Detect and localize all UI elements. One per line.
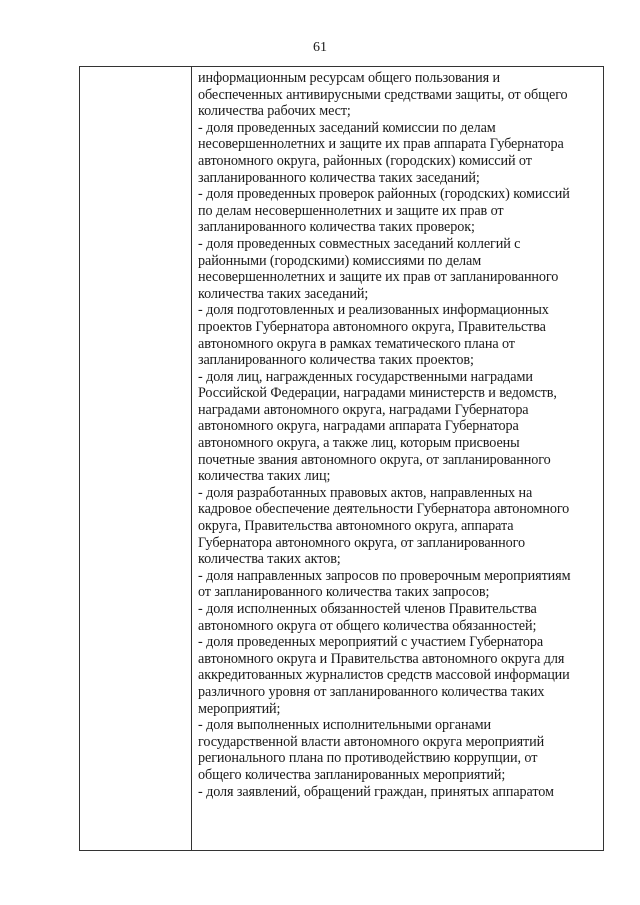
text-line: регионального плана по противодействию коррупции, от [198, 750, 538, 767]
text-line: - доля исполненных обязанностей членов Правительства [198, 601, 537, 617]
text-line: несовершеннолетних и защите их прав от запланированного [198, 269, 559, 286]
document-table [79, 66, 604, 851]
text-line: почетные звания автономного округа, от запланированного [198, 451, 551, 468]
table-row [80, 67, 604, 851]
text-line: Российской Федерации, наградами министерств и ведомств, [198, 385, 557, 402]
text-line: автономного округа, наградами аппарата Губернатора [198, 418, 519, 435]
text-line: несовершеннолетних и защите их прав аппарата Губернатора [198, 136, 564, 153]
table-cell-right [192, 67, 604, 851]
text-line: автономного округа, районных (городских) комиссий от [198, 152, 532, 169]
text-line: - доля выполненных исполнительными органами [198, 717, 492, 734]
text-line: автономного округа от общего количества обязанностей; [198, 617, 537, 634]
text-line: - доля подготовленных и реализованных информационных [198, 302, 549, 319]
text-line: - доля разработанных правовых актов, направленных на [198, 484, 533, 501]
indicator-list-text [192, 67, 603, 800]
text-line: округа, Правительства автономного округа, аппарата [198, 518, 514, 535]
table-cell-left [80, 67, 192, 851]
text-line: информационным ресурсам общего пользования и [198, 70, 500, 86]
text-line: - доля лиц, награжденных государственными наградами [198, 368, 533, 385]
text-line: - доля проведенных заседаний комиссии по делам [198, 119, 496, 136]
text-line: количества рабочих мест; [198, 103, 351, 120]
text-line: - доля проведенных мероприятий с участием Губернатора [198, 634, 544, 651]
text-line: автономного округа в рамках тематического плана от [198, 335, 515, 352]
text-line: наградами автономного округа, наградами Губернатора [198, 401, 529, 418]
text-line: - доля заявлений, обращений граждан, принятых аппаратом [198, 783, 554, 800]
text-line: районными (городскими) комиссиями по делам [198, 252, 482, 269]
text-line: аккредитованных журналистов средств массовой информации [198, 667, 570, 684]
text-line: количества таких актов; [198, 551, 341, 568]
page-number: 61 [313, 40, 327, 55]
text-line: различного уровня от запланированного количества таких [198, 683, 545, 700]
text-line: мероприятий; [198, 700, 281, 717]
text-line: запланированного количества таких заседаний; [198, 169, 480, 186]
text-line: автономного округа, а также лиц, которым присвоены [198, 435, 520, 452]
text-line: - доля проведенных проверок районных (городских) комиссий [198, 186, 570, 203]
text-line: запланированного количества таких проверок; [198, 219, 475, 236]
text-line: от запланированного количества таких запросов; [198, 584, 490, 601]
text-line: Губернатора автономного округа, от запланированного [198, 534, 525, 551]
text-line: автономного округа и Правительства автономного округа для [198, 650, 565, 667]
text-line: запланированного количества таких проектов; [198, 352, 474, 369]
text-line: количества таких лиц; [198, 468, 331, 485]
text-line: - доля направленных запросов по проверочным мероприятиям [198, 567, 571, 584]
text-line: проектов Губернатора автономного округа, Правительства [198, 318, 546, 335]
text-line: - доля проведенных совместных заседаний коллегий с [198, 235, 521, 252]
text-line: общего количества запланированных мероприятий; [198, 766, 506, 783]
text-line: по делам несовершеннолетних и защите их прав от [198, 202, 504, 219]
text-line: обеспеченных антивирусными средствами защиты, от общего [198, 86, 568, 103]
text-line: количества таких заседаний; [198, 285, 369, 302]
text-line: кадровое обеспечение деятельности Губернатора автономного [198, 501, 570, 518]
text-line: государственной власти автономного округа мероприятий [198, 733, 545, 750]
